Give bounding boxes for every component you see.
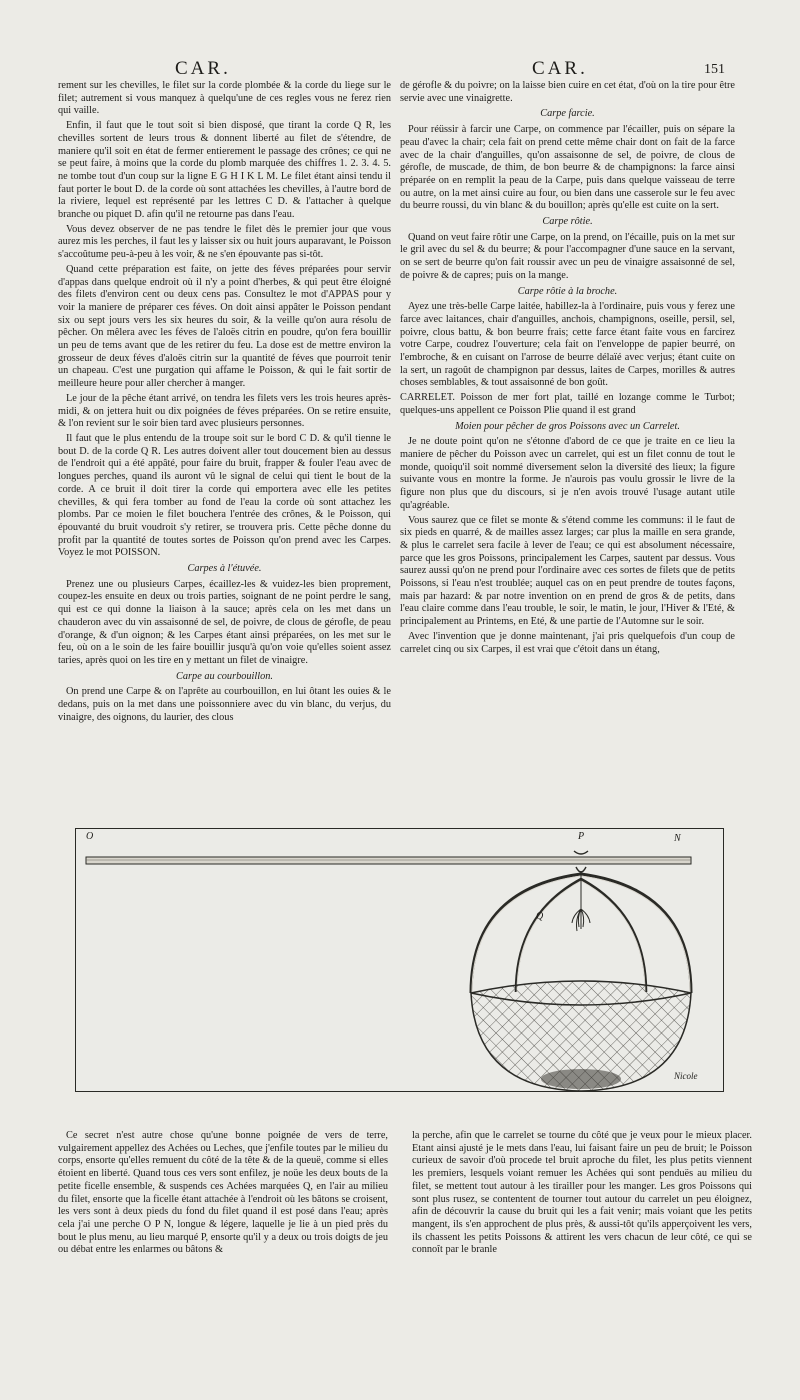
label-n: N <box>674 833 681 844</box>
carrelet-net-drawing <box>76 829 723 1091</box>
paragraph: Quand on veut faire rôtir une Carpe, on la prend, on l'écaille, puis on la met sur le gril avec du sel & du beurre; & pour l'accompagner d'une sauce en la servant, on se sert de beurre qu'on fait roussir avec un peu de vinaigre assaisonné de sel, de poivre & de capres; puis on la mange. <box>400 231 735 281</box>
section-title-etuvee: Carpes à l'étuvée. <box>187 563 262 575</box>
paragraph: de gérofle & du poivre; on la laisse bien cuire en cet état, d'où on la tire pour être servie avec une vinaigrette. <box>400 80 735 104</box>
entry-carrelet: CARRELET. Poisson de mer fort plat, taillé en lozange comme le Turbot; quelques-uns appellent ce Poisson Plie quand il est grand <box>400 392 735 416</box>
paragraph: Il faut que le plus entendu de la troupe soit sur le bord C D. & qu'il tienne le bout D. de la corde Q R. Les autres doivent aller tout doucement bien au dessus de l'endroit qui a été appâté, pour faire du bruit, frapper & fouler l'eau avec de longues perches, quand ils auront vû le signal de celui qui tient le bout de la corde. A ce bruit il doit tirer la corde qui emportera avec elle les petites chevilles, & qui fera tomber au fond de l'eau la corde où sont attachez les plombs. Par ce moien le filet bouchera l'entrée des crônes, & le Poisson, qui épouvanté du bruit voudroit s'y retirer, se trouvera pris. Cette pêche donne du profit par la quantité de toutes sortes de Poisson qu'on prend avec les Carpes. Voyez le mot POISSON. <box>58 432 391 559</box>
label-q: Q <box>536 911 544 922</box>
bottom-left-column <box>58 1130 388 1259</box>
paragraph: On prend une Carpe & on l'aprête au courbouillon, en lui ôtant les ouies & le dedans, puis on la met dans une poissonniere avec du vin blanc, du verjus, du vinaigre, des oignons, du laurier, des clous <box>58 686 391 723</box>
net-mesh <box>471 981 691 1091</box>
page-number: 151 <box>704 62 725 77</box>
label-o: O <box>86 831 94 842</box>
worm-bait <box>572 871 590 931</box>
running-head-right: CAR. <box>532 58 588 79</box>
engraver-signature: Nicole <box>674 1071 698 1081</box>
paragraph: Vous devez observer de ne pas tendre le filet dès le premier jour que vous aurez mis les perches, il faut les y laisser six ou huit jours auparavant, le Poisson s'accoûtume peu-à-peu à les voir, & ne s'en épouvante pas si-tôt. <box>58 223 391 261</box>
bottom-right-column <box>412 1130 752 1259</box>
paragraph: rement sur les chevilles, le filet sur la corde plombée & la corde du liege sur le filet; autrement si vous manquez à quelqu'une de ces regles vous ne ferez rien qui vaille. <box>58 80 391 117</box>
paragraph: Je ne doute point qu'on ne s'étonne d'abord de ce que je traite en ce lieu la maniere de pêcher du Poisson avec un carrelet, qui est un filet connu de tout le monde, quoiqu'il soit nommé diversement selon la diversité des lieux; la figure suivante vous en montre la forme. Je n'aurois pas voulu grossir le livre de la figure non plus que du discours, si je n'en avois trouvé l'usage autant utile qu'agréable. <box>400 436 735 511</box>
paragraph: Pour réüssir à farcir une Carpe, on commence par l'écailler, puis on sépare la peau d'avec la chair; cela fait on prend cette même chair dont on fait de la farce avec de la chair d'anguilles, qu'on assaisonne de sel, de poivre, de clous de gérofle, de muscade, de thim, de bon beurre & de champignons: la farce ainsi préparée on en remplit la peau de la Carpe, puis dans quelque vaisseau de terre ou autre, on la met ainsi cuire au four, ou bien dans une casserole sur le feu avec du beurre roussi, du vin blanc & du bouillon; après qu'elle est cuite on la sert. <box>400 124 735 212</box>
label-p: P <box>578 831 585 842</box>
left-column <box>58 80 391 726</box>
running-head-left: CAR. <box>175 58 231 79</box>
paragraph: Avec l'invention que je donne maintenant, j'ai pris quelquefois d'un coup de carrelet cinq ou six Carpes, il est vrai que c'étoit dans un étang, <box>400 630 735 655</box>
section-title-rotie: Carpe rôtie. <box>542 216 593 228</box>
right-column <box>400 80 735 658</box>
section-title-moien: Moien pour pêcher de gros Poissons avec un Carrelet. <box>455 420 680 432</box>
paragraph: Le jour de la pêche étant arrivé, on tendra les filets vers les trois heures après-midi, & on jettera huit ou dix poignées de féves préparées. On se retire ensuite, & l'on revient sur le soir bien tard avec plusieurs personnes. <box>58 392 391 430</box>
paragraph: Quand cette préparation est faite, on jette des féves préparées pour servir d'appas dans quelque endroit où il n'y a point d'herbes, & qui peut être éloigné des filets d'environ cent ou deux cens pas. Consultez le mot d'APPAS pour y voir la maniere de préparer ces féves. On doit ainsi appâter le Poisson pendant six ou sept jours vers les six heures du soir, & la veille qu'on aura résolu de pêcher. On mêlera avec les féves de l'aloës citrin en poudre, qu'on fera bouillir un peu de tems avant que de les retirer du feu. La dose est de mettre environ la grosseur de deux féves d'aloës citrin sur la quantité de féves que pourroit tenir un chapeau. C'est une purgation qui affame le Poisson, & qui le fait sortir de meilleure heure pour aller chercher à manger. <box>58 263 391 390</box>
carrelet-net-illustration <box>75 828 724 1092</box>
section-title-farcie: Carpe farcie. <box>540 108 595 120</box>
section-title-broche: Carpe rôtie à la broche. <box>517 285 618 297</box>
pole <box>86 857 691 864</box>
paragraph: Vous saurez que ce filet se monte & s'étend comme les communs: il le faut de six pieds en quarré, & de mailles assez larges; car plus la maille en sera grande, & plus le carrelet sera facile à lever de l'eau; ce qui est absolument nécessaire, parce que les gros Poissons, principalement les Carpes, sautent par dessus. Vous saurez aussi qu'on ne prend pour l'ordinaire avec ces sortes de filets que de petits Poissons, si l'eau n'est troublée; auquel cas on en peut prendre de toutes façons, mais par hazard: & par notre invention on en prend de gros & de petits, dans l'eau claire comme dans l'eau trouble, le soir, le matin, le jour, l'Hiver & l'Eté, & principalement au Printems, en Eté, & une partie de l'Automne sur le soir. <box>400 514 735 628</box>
paragraph: Ayez une très-belle Carpe laitée, habillez-la à l'ordinaire, puis vous y ferez une farce avec laitances, chair d'anguilles, anchois, champignons, oseille, persil, sel, poivre, clous battu, & bon beurre frais; cette farce étant faite vous en farcirez votre Carpe, coudrez l'ouverture; cela fait on l'enveloppe de papier beurré, on l'embroche, & en cuisant on l'arrose de beurre délaïé avec verjus; étant cuite on la sert, un ragoût de champignon par dessus, laites de Carpes, morilles & autres choses semblables, & tout assaisonné de bon goût. <box>400 301 735 389</box>
section-title-courbouillon: Carpe au courbouillon. <box>176 670 273 682</box>
paragraph: Prenez une ou plusieurs Carpes, écaillez-les & vuidez-les bien proprement, coupez-les ensuite en deux ou trois parties, soignant de ne point perdre le sang, qui est ce qui donne la liaison à la sauce; après cela on les met dans un chauderon avec du vin assaisonné de sel, de poivre, de clous de gérofle, de peau d'orange, & d'un oignon; & les Carpes étant ainsi préparées, on les met sur le feu, où on a le soin de les faire bouillir jusqu'à qu'on voie qu'elles soient assez taries, après quoi on les tire en y mettant un filet de vinaigre. <box>58 578 391 666</box>
paragraph: Enfin, il faut que le tout soit si bien disposé, que tirant la corde Q R, les chevilles sortent de leurs trous & donnent liberté au filet de s'étendre, de maniere qu'il soit en état de fermer entierement le passage des crônes; ce qui ne se peut faire, à moins que la corde du plomb marquée des chiffres 1. 2. 3. 4. 5. ne tombe tout d'un coup sur la ligne E G H I K L M. Le filet étant ainsi tendu il faut porter le bout D. de la corde où sont attachées les chevilles, à l'autre bord de la riviere, lequel est représenté par les lettres C D. & l'attacher à quelque branche ou piquet D. afin qu'il ne retourne pas dans l'eau. <box>58 120 391 221</box>
paragraph: Ce secret n'est autre chose qu'une bonne poignée de vers de terre, vulgairement appellez des Achées ou Leches, que j'enfile toutes par le milieu du corps, ensorte qu'elles remuent du côté de la tête & de la queuë, comme si elles étoient en liberté. Quand tous ces vers sont enfilez, je noüe les deux bouts de la petite ficelle ensemble, & suspends ces Achées marquées Q, en l'air au milieu du filet, ensorte que la ficelle étant attachée à l'endroit où les bâtons se croisent, les vers sont à deux pieds du fond du filet quand il est posé dans l'eau; après cela j'ai une perche O P N, longue & légere, laquelle je lie à un pied près du bout le plus menu, au lieu marqué P, ensorte qu'il y a deux ou trois doigts de jeu ou débat entre les enlarmes ou bâtons & <box>58 1130 388 1256</box>
paragraph: la perche, afin que le carrelet se tourne du côté que je veux pour le mieux placer. Etant ainsi ajusté je le mets dans l'eau, lui faisant faire un peu de bruit; le Poisson curieux de savoir d'où procede tel bruit aproche du filet, les plus petits viennent les premiers, lesquels voiant remuer les Achées qui sont penduës au milieu du filet, se mettent tout autour à les tirailler pour les manger. Les gros Poissons qui sont plus rusez, se contentent de tourner tout autour du carrelet un peu éloignez, afin de découvrir la cause du bruit qui les a fait venir; mais voiant que les petits mangent, ils s'en approchent de plus près, & aussi-tôt qu'ils apperçoivent les vers, ils chassent les petits Poissons & attirent les vers chacun de leur côté, ce qui se connoît par le branle <box>412 1130 752 1256</box>
